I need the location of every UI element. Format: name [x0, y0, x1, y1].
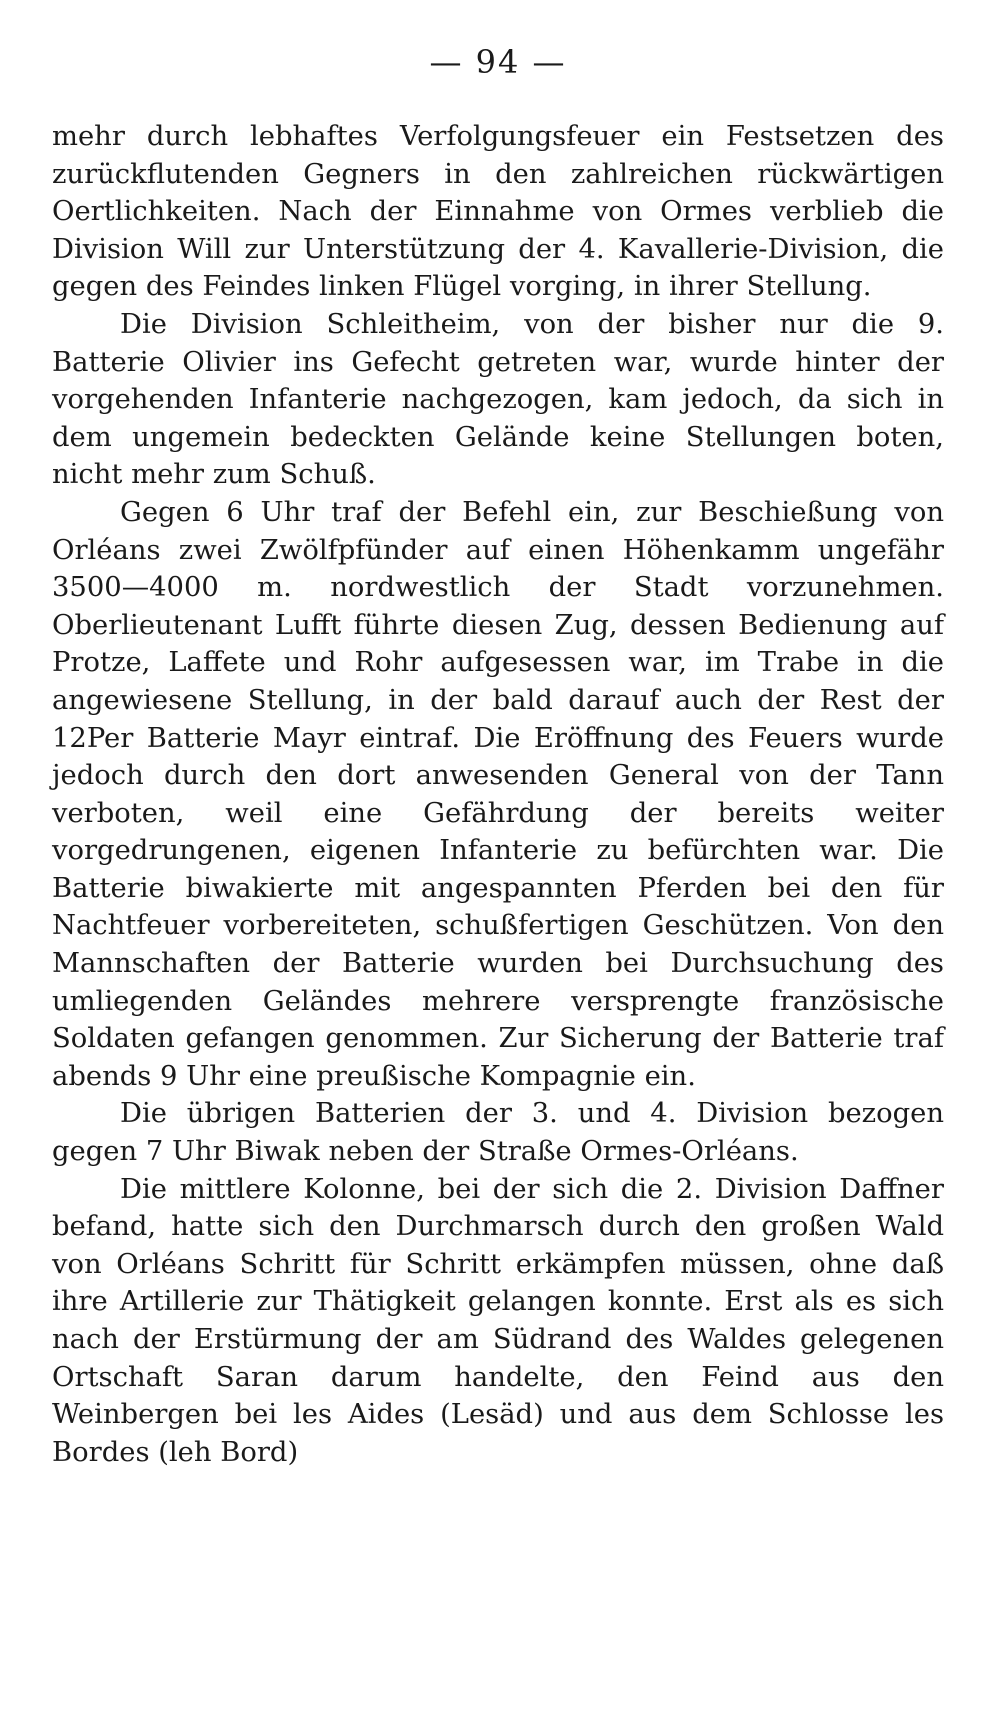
paragraph-3: Gegen 6 Uhr traf der Befehl ein, zur Beschießung von Orléans zwei Zwölfpfünder auf einen Höhenkamm ungefähr 3500—4000 m. nordwestlich der Stadt vorzunehmen. Oberlieutenant Lufft führte diesen Zug, dessen Bedienung auf Protze, Laffete und Rohr aufgesessen war, im Trabe in die angewiesene Stellung, in der bald darauf auch der Rest der 12Per Batterie Mayr eintraf. Die Eröffnung des Feuers wurde jedoch durch den dort anwesenden General von der Tann verboten, weil eine Gefährdung der bereits weiter vorgedrungenen, eigenen Infanterie zu befürchten war. Die Batterie biwakierte mit angespannten Pferden bei den für Nachtfeuer vorbereiteten, schußfertigen Geschützen. Von den Mannschaften der Batterie wurden bei Durchsuchung des umliegenden Geländes mehrere versprengte französische Soldaten gefangen genommen. Zur Sicherung der Batterie traf abends 9 Uhr eine preußische Kompagnie ein. [52, 496, 944, 1092]
body-text [52, 118, 944, 1471]
paragraph-4: Die übrigen Batterien der 3. und 4. Division bezogen gegen 7 Uhr Biwak neben der Straße Ormes-Orléans. [52, 1098, 944, 1168]
paragraph-5: Die mittlere Kolonne, bei der sich die 2. Division Daffner befand, hatte sich den Durchmarsch durch den großen Wald von Orléans Schritt für Schritt erkämpfen müssen, ohne daß ihre Artillerie zur Thätigkeit gelangen konnte. Erst als es sich nach der Erstürmung der am Südrand des Waldes gelegenen Ortschaft Saran darum handelte, den Feind aus den Weinbergen bei les Aides (Lesäd) und aus dem Schlosse les Bordes (leh Bord) [52, 1173, 944, 1468]
paragraph-1: mehr durch lebhaftes Verfolgungsfeuer ein Festsetzen des zurückflutenden Gegners in den zahlreichen rückwärtigen Oertlichkeiten. Nach der Einnahme von Ormes verblieb die Division Will zur Unterstützung der 4. Kavallerie-Division, die gegen des Feindes linken Flügel vorging, in ihrer Stellung. [52, 121, 944, 303]
page-number: — 94 — [429, 43, 567, 81]
paragraph-2: Die Division Schleitheim, von der bisher nur die 9. Batterie Olivier ins Gefecht getreten war, wurde hinter der vorgehenden Infanterie nachgezogen, kam jedoch, da sich in dem ungemein bedeckten Gelände keine Stellungen boten, nicht mehr zum Schuß. [52, 308, 944, 491]
